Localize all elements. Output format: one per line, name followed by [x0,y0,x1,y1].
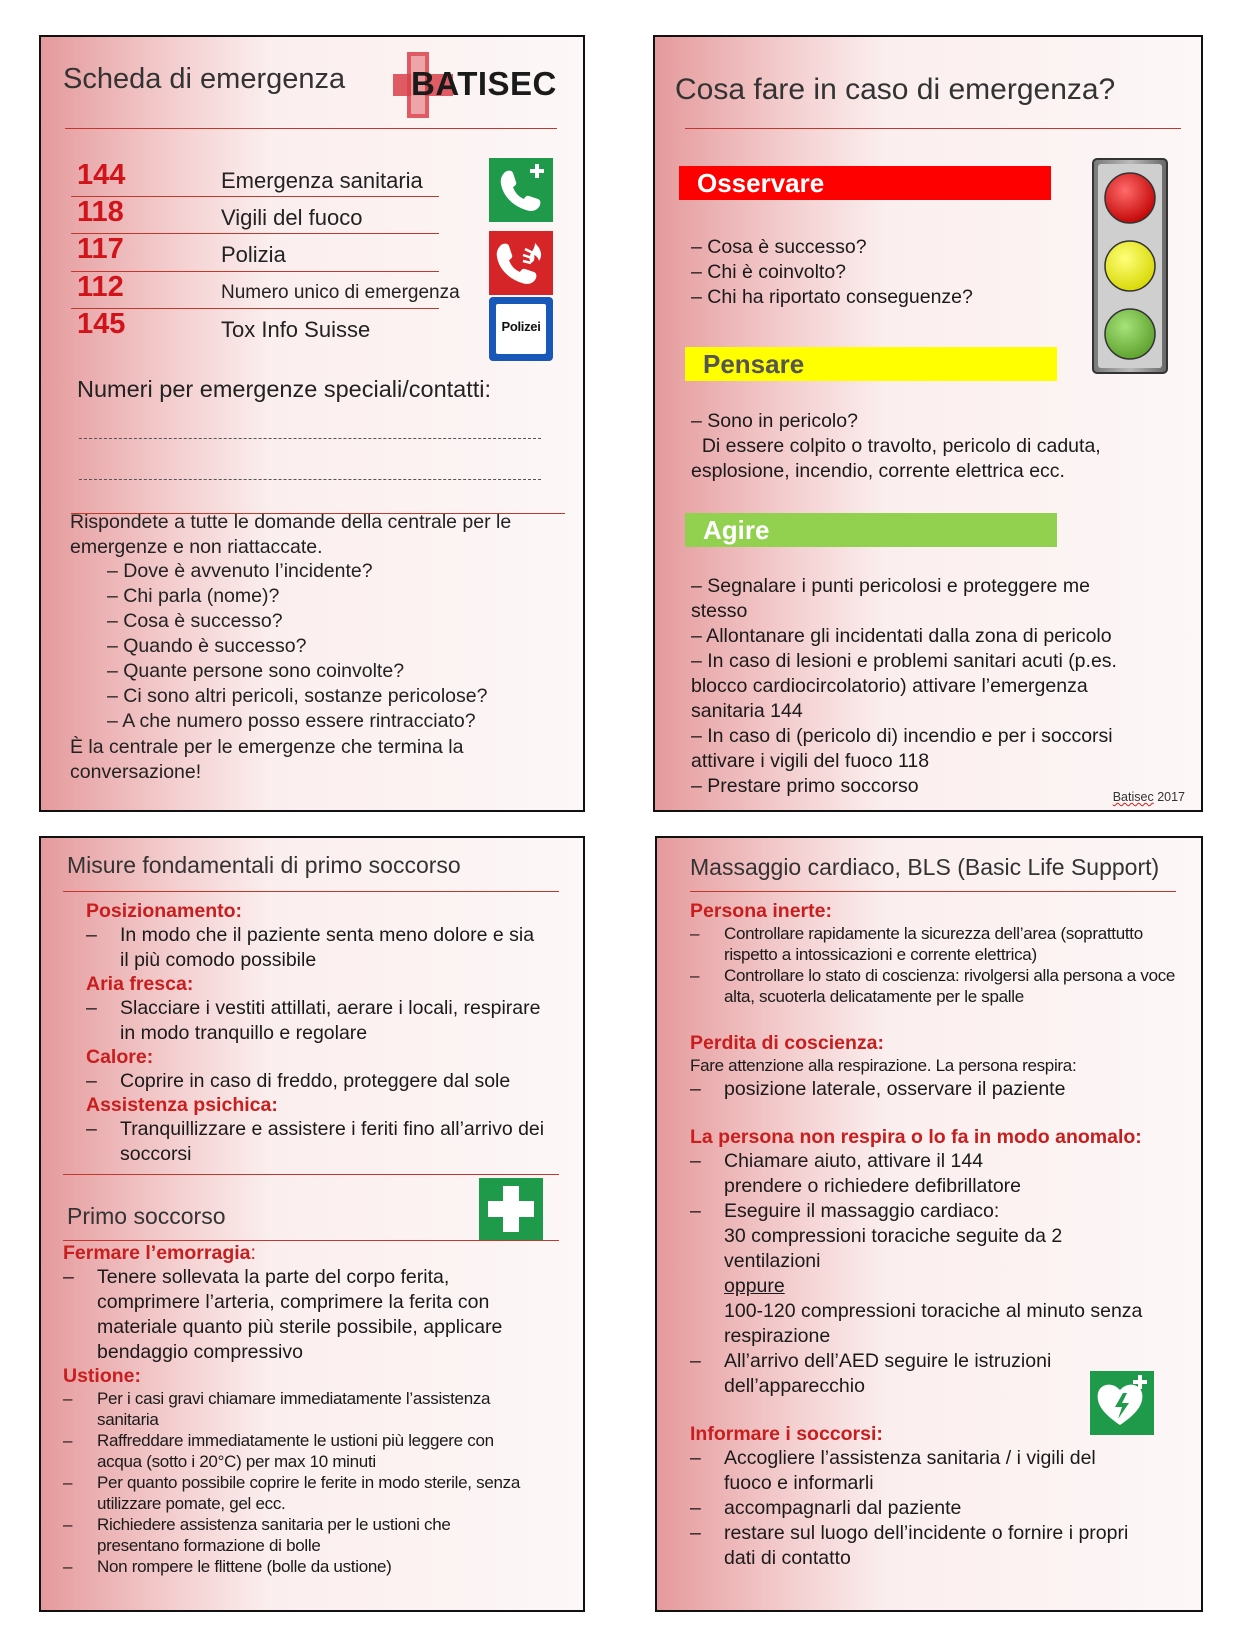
think-line: esplosione, incendio, corrente elettrica ecc. [691,460,1065,482]
question-item: – Cosa è successo? [107,609,487,634]
question-item: – Quante persone sono coinvolte? [107,659,487,684]
contact-line-2[interactable] [79,479,541,480]
ambulance-phone-icon [489,158,553,227]
nobreath-item: – All’arrivo dell’AED seguire le istruzioni dell’apparecchio [690,1349,1054,1399]
batisec-logo-text: BATISEC [411,65,557,102]
question-item: – Dove è avvenuto l’incidente? [107,559,487,584]
act-line: – Allontanare gli incidentati dalla zona di pericolo [691,625,1112,647]
bls-content [690,900,1180,1571]
observe-item: – Chi ha riportato conseguenze? [691,286,973,308]
police-sign-text: Polizei [501,319,541,334]
label-tox-info: Tox Info Suisse [221,317,371,342]
act-line: sanitaria 144 [691,700,803,722]
card1-title: Scheda di emergenza [63,63,346,95]
think-line: Di essere colpito o travolto, pericolo di caduta, [691,435,1101,457]
basics-item: – Tranquillizzare e assistere i feriti fino all’arrivo dei soccorsi [86,1117,546,1167]
act-line: stesso [691,600,748,622]
closing-text: È la centrale per le emergenze che termina la conversazione! [70,736,464,783]
burn-item: – Non rompere le flittene (bolle da ustione) [63,1556,533,1577]
act-line: – In caso di lesioni e problemi sanitari acuti (p.es. [691,650,1117,672]
number-117: 117 [77,233,124,265]
special-numbers-heading: Numeri per emergenze speciali/contatti: [77,376,492,402]
batisec-logo [393,52,557,118]
heading-non-respira: La persona non respira o lo fa in modo anomalo: [690,1126,1142,1148]
label-vigili-del-fuoco: Vigili del fuoco [221,205,363,230]
observe-list [691,235,973,310]
number-144: 144 [77,159,126,191]
question-item: – Ci sono altri pericoli, sostanze pericolose? [107,684,487,709]
band-act: Agire [685,513,1057,547]
question-item: – Chi parla (nome)? [107,584,487,609]
heading-ustione: Ustione: [63,1365,141,1387]
fire-phone-icon [489,231,553,300]
first-aid-subtitle: Primo soccorso [67,1203,226,1229]
question-item: – Quando è successo? [107,634,487,659]
burn-item: – Raffreddare immediatamente le ustioni più leggere con acqua (sotto i 20°C) per max 10 minuti [63,1430,533,1472]
number-112: 112 [77,271,124,303]
question-list [107,559,487,734]
number-145: 145 [77,308,126,340]
traffic-light-icon [1092,158,1168,379]
card3-title: Misure fondamentali di primo soccorso [67,852,461,878]
heading-assistenza-psichica: Assistenza psichica: [86,1094,278,1116]
instructions-intro: Rispondete a tutte le domande della centrale per le emergenze e non riattaccate. [70,511,512,558]
act-line: blocco cardiocircolatorio) attivare l’emergenza [691,675,1088,697]
act-line: – In caso di (pericolo di) incendio e per i soccorsi [691,725,1113,747]
act-line: – Prestare primo soccorso [691,775,919,797]
inform-item: – restare sul luogo dell’incidente o fornire i propri dati di contatto [690,1521,1164,1571]
act-line: – Segnalare i punti pericolosi e proteggere me [691,575,1090,597]
label-numero-unico: Numero unico di emergenza [221,282,460,303]
basics-item: – Coprire in caso di freddo, proteggere dal sole [86,1069,546,1094]
inert-item: – Controllare lo stato di coscienza: rivolgersi alla persona a voce alta, scuoterla delicatamente per le spalle [690,965,1180,1007]
unconscious-item: – posizione laterale, osservare il paziente [690,1077,1180,1102]
heading-informare: Informare i soccorsi: [690,1423,883,1445]
inert-item: – Controllare rapidamente la sicurezza dell’area (soprattutto rispetto a intossicazioni e corrente elettrica) [690,923,1180,965]
card-what-to-do [653,35,1203,812]
observe-item: – Cosa è successo? [691,236,867,258]
first-aid-cross-icon [479,1178,543,1245]
card2-title: Cosa fare in caso di emergenza? [675,73,1116,106]
act-text [691,574,1117,799]
heading-emorragia: Fermare l’emorragia: [63,1242,256,1264]
burn-item: – Richiedere assistenza sanitaria per le ustioni che presentano formazione di bolle [63,1514,533,1556]
basics-sections [86,900,546,1167]
footer-credit: Batisec 2017 [1112,790,1185,804]
police-sign-icon [489,297,553,361]
contact-line-1[interactable] [79,438,541,439]
think-line: – Sono in pericolo? [691,410,858,432]
basics-item: – Slacciare i vestiti attillati, aerare i locali, respirare in modo tranquillo e regolare [86,996,546,1046]
act-line: attivare i vigili del fuoco 118 [691,750,930,772]
heading-perdita-coscienza: Perdita di coscienza: [690,1032,884,1054]
card-emergency-sheet [39,35,585,812]
bleeding-item: – Tenere sollevata la parte del corpo ferita, comprimere l’arteria, comprimere la ferita con materiale quanto più sterile possibile, applicare bendaggio compressivo [63,1265,533,1365]
heading-posizionamento: Posizionamento: [86,900,243,922]
card-first-aid-basics [39,836,585,1612]
basics-item: – In modo che il paziente senta meno dolore e sia il più comodo possibile [86,923,546,973]
band-think: Pensare [685,347,1057,381]
observe-item: – Chi è coinvolto? [691,261,847,283]
burn-item: – Per i casi gravi chiamare immediatamente l’assistenza sanitaria [63,1388,533,1430]
heading-aria-fresca: Aria fresca: [86,973,194,995]
burn-item: – Per quanto possibile coprire le ferite in modo sterile, senza utilizzare pomate, gel ecc. [63,1472,533,1514]
question-item: – A che numero posso essere rintracciato? [107,709,487,734]
card-bls [655,836,1203,1612]
label-emergenza-sanitaria: Emergenza sanitaria [221,168,423,193]
label-polizia: Polizia [221,242,286,267]
nobreath-item: – Chiamare aiuto, attivare il 144 prendere o richiedere defibrillatore [690,1149,1180,1199]
aed-heart-icon [1090,1371,1154,1440]
band-observe: Osservare [679,166,1051,200]
inform-item: – Accogliere l’assistenza sanitaria / i vigili del fuoco e informarli [690,1446,1144,1496]
heading-persona-inerte: Persona inerte: [690,900,832,922]
nobreath-item: – Eseguire il massaggio cardiaco: 30 compressioni toraciche seguite da 2 ventilazioni oppure 100-120 compressioni toraciche al minuto senza respirazione [690,1199,1164,1349]
inform-item: – accompagnarli dal paziente [690,1496,1180,1521]
first-aid-sections [63,1242,533,1577]
unconscious-text: Fare attenzione alla respirazione. La persona respira: [690,1056,1077,1075]
card4-title: Massaggio cardiaco, BLS (Basic Life Support) [690,854,1160,880]
number-118: 118 [77,196,124,228]
think-text [691,409,1101,484]
heading-calore: Calore: [86,1046,154,1068]
